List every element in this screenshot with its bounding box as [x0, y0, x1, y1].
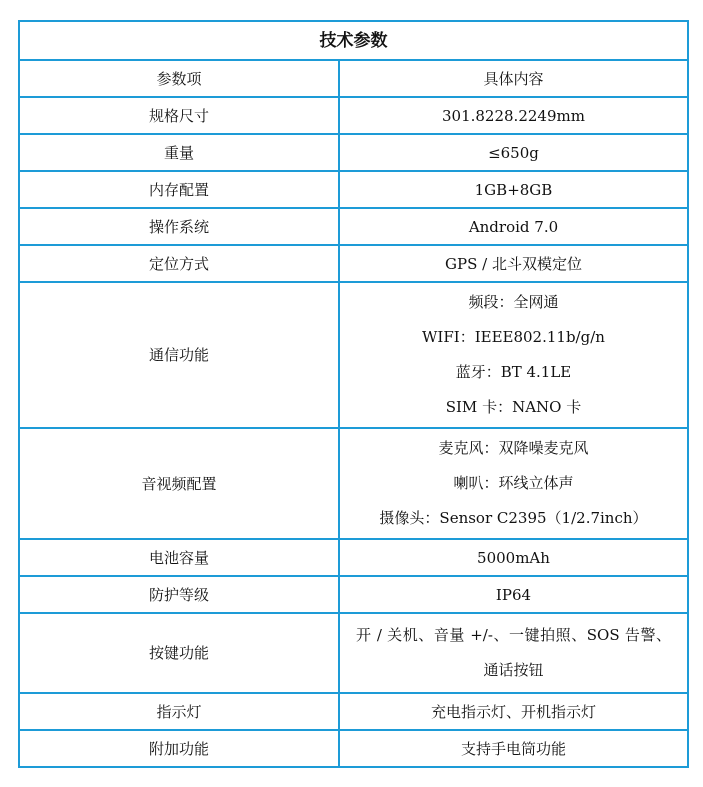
- row-param: 指示灯: [19, 693, 339, 730]
- row-param: 定位方式: [19, 245, 339, 282]
- table-row: [19, 613, 688, 693]
- content-line: 麦克风：双降噪麦克风: [438, 439, 589, 457]
- row-param: 规格尺寸: [19, 97, 339, 134]
- content-line: 频段：全网通: [468, 293, 559, 311]
- row-content: 1GB+8GB: [339, 171, 688, 208]
- row-content: 5000mAh: [339, 539, 688, 576]
- row-content: IP64: [339, 576, 688, 613]
- content-line: 摄像头：Sensor C2395（1/2.7inch）: [379, 509, 648, 527]
- table-title: 技术参数: [19, 21, 688, 60]
- row-content: 301.8228.2249mm: [339, 97, 688, 134]
- table-row: [19, 134, 688, 171]
- table-row: [19, 539, 688, 576]
- table-row: [19, 428, 688, 539]
- table-row: [19, 208, 688, 245]
- spec-table: [18, 20, 689, 768]
- table-row: [19, 576, 688, 613]
- row-content: 支持手电筒功能: [339, 730, 688, 767]
- row-content: Android 7.0: [339, 208, 688, 245]
- content-line: 喇叭：环线立体声: [453, 474, 574, 492]
- row-content: [339, 428, 688, 539]
- row-content: GPS / 北斗双模定位: [339, 245, 688, 282]
- row-content: [339, 282, 688, 428]
- row-param: 通信功能: [19, 282, 339, 428]
- row-param: 重量: [19, 134, 339, 171]
- row-param: 操作系统: [19, 208, 339, 245]
- table-title-row: [19, 21, 688, 60]
- table-row: [19, 171, 688, 208]
- content-line: 蓝牙：BT 4.1LE: [455, 363, 572, 381]
- header-param: 参数项: [19, 60, 339, 97]
- row-param: 防护等级: [19, 576, 339, 613]
- table-row: [19, 730, 688, 767]
- row-param: 内存配置: [19, 171, 339, 208]
- content-line: WIFI：IEEE802.11b/g/n: [422, 328, 605, 346]
- table-row: [19, 693, 688, 730]
- row-content: ≤650g: [339, 134, 688, 171]
- content-line: 开 / 关机、音量 +/-、一键拍照、SOS 告警、通话按钮: [355, 626, 671, 679]
- header-content: 具体内容: [339, 60, 688, 97]
- table-row: [19, 97, 688, 134]
- row-param: 附加功能: [19, 730, 339, 767]
- row-param: 按键功能: [19, 613, 339, 693]
- content-line: SIM 卡：NANO 卡: [445, 398, 582, 416]
- table-row: [19, 282, 688, 428]
- row-param: 电池容量: [19, 539, 339, 576]
- row-content: 充电指示灯、开机指示灯: [339, 693, 688, 730]
- row-content: [339, 613, 688, 693]
- row-param: 音视频配置: [19, 428, 339, 539]
- table-header-row: [19, 60, 688, 97]
- table-row: [19, 245, 688, 282]
